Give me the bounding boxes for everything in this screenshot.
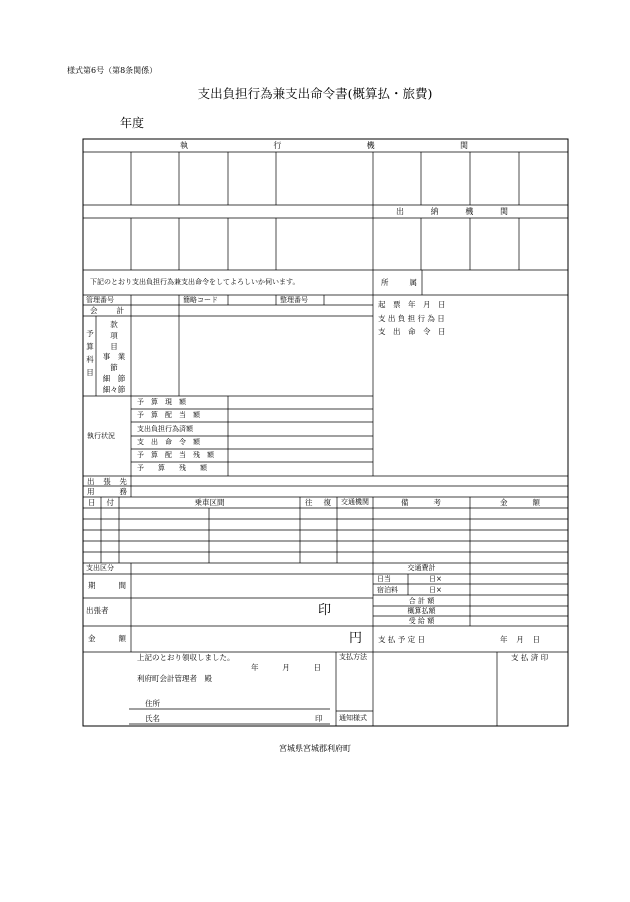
pay-method-label: 支払方法	[339, 653, 367, 661]
ymd-char: 日	[313, 663, 321, 672]
daily-allowance-label: 日当	[377, 575, 391, 583]
budget-item: 款	[110, 320, 118, 329]
receipt-ymd	[251, 664, 321, 672]
ymd-char: 年	[251, 663, 259, 672]
affiliation-char: 所	[381, 278, 389, 287]
pay-schedule-ymd	[500, 636, 540, 644]
remarks-col-char: 備	[401, 498, 409, 507]
ymd-char: 年	[500, 635, 508, 644]
budget-item: 細 節	[102, 373, 126, 383]
budget-item: 事 業	[102, 352, 126, 362]
budget-subject-char: 予	[86, 329, 94, 338]
trip-col-char: 復	[323, 498, 331, 507]
business-char: 務	[119, 487, 127, 496]
to-treasurer: 利府町会計管理者 殿	[137, 674, 212, 683]
budget-item: 目	[110, 341, 118, 351]
period-char: 間	[118, 581, 126, 590]
trip-col-header	[305, 499, 331, 507]
amount-col-char: 金	[500, 498, 508, 507]
destination-char: 出	[87, 477, 95, 486]
form-number: 様式第6号（第8条関係）	[67, 66, 158, 75]
account-label	[90, 307, 124, 315]
exec-agency-header	[180, 142, 468, 150]
account-char: 会	[90, 306, 98, 315]
date-col-char: 日	[88, 498, 96, 507]
ymd-char: 月	[282, 663, 290, 672]
commit-date-label: 支 出 負 担 行 為 日	[378, 314, 445, 323]
date-col-header	[88, 499, 114, 507]
municipality-footer: 宮城県宮城郡利府町	[279, 744, 351, 753]
remarks-col-char: 考	[433, 498, 441, 507]
transport-total-label: 交通費計	[407, 564, 436, 572]
ymd-char: 月	[516, 635, 524, 644]
budget-subject-char: 科	[86, 355, 94, 364]
destination-label	[87, 478, 127, 486]
amount-col-char: 額	[532, 498, 540, 507]
route-col-header: 乗車区間	[194, 498, 225, 507]
sum-total-label: 合 計 額	[408, 597, 435, 605]
exec-agency-char: 機	[366, 141, 375, 150]
transport-col-header: 交通機関	[341, 498, 369, 506]
budget-item: 細々節	[102, 384, 126, 394]
period-char: 期	[88, 581, 96, 590]
destination-char: 張	[103, 477, 111, 486]
status-allotted-remaining: 予 算 配 当 残 額	[137, 451, 214, 459]
fiscal-year-label: 年度	[120, 116, 145, 130]
trip-col-char: 往	[305, 498, 313, 507]
receipt-seal-mark: 印	[315, 714, 323, 723]
treasury-agency-header	[396, 208, 508, 216]
treasury-agency-char: 出	[396, 207, 404, 216]
date-col-char: 付	[106, 498, 114, 507]
received-label: 受 給 額	[408, 617, 435, 625]
account-char: 計	[116, 306, 124, 315]
mgmt-number-label: 管理番号	[86, 296, 114, 304]
lodging-label: 宿泊料	[377, 586, 398, 594]
budget-subject-label	[85, 327, 95, 379]
traveler-label: 出張者	[86, 606, 109, 615]
treasury-agency-char: 機	[465, 207, 474, 216]
budget-subject-char: 目	[86, 368, 94, 377]
status-ordered: 支 出 命 令 額	[137, 438, 200, 446]
treasury-agency-char: 関	[499, 207, 508, 216]
pay-schedule-label: 支 払 予 定 日	[378, 635, 426, 644]
lodging-days-x: 日×	[429, 586, 442, 594]
paid-stamp-label: 支 払 済 印	[511, 653, 549, 662]
amount-row-char: 額	[118, 634, 126, 643]
status-committed: 支出負担行為済額	[137, 425, 193, 433]
ref-number-label: 整理番号	[280, 296, 308, 304]
treasury-agency-char: 納	[430, 207, 439, 216]
amount-row-char: 金	[88, 634, 96, 643]
budget-item: 項	[110, 330, 118, 340]
exec-agency-char: 関	[459, 141, 468, 150]
daily-days-x: 日×	[429, 575, 442, 583]
status-budget-current: 予 算 現 額	[137, 398, 186, 406]
business-char: 用	[87, 487, 95, 496]
amount-row-label	[88, 635, 126, 643]
yen-mark: 円	[349, 631, 363, 646]
remarks-col-header	[401, 499, 441, 507]
budget-subject-char: 算	[86, 342, 94, 351]
destination-char: 先	[119, 477, 127, 486]
ymd-char: 日	[532, 635, 540, 644]
budget-items	[97, 320, 131, 396]
notice-form-label: 通知様式	[339, 714, 367, 722]
draft-date-label: 起 票 年 月 日	[378, 300, 446, 309]
document-title: 支出負担行為兼支出命令書(概算払・旅費)	[197, 86, 433, 101]
status-budget-allotted: 予 算 配 当 額	[137, 411, 200, 419]
budget-item: 節	[110, 363, 118, 373]
advance-paid-label: 概算払額	[407, 607, 436, 615]
name-label: 氏名	[145, 714, 160, 723]
period-label	[88, 582, 126, 590]
request-text: 下記のとおり支出負担行為兼支出命令をしてよろしいか伺います。	[90, 278, 300, 286]
amount-col-header	[500, 499, 540, 507]
traveler-seal-mark: 印	[318, 603, 332, 618]
abbrev-code-label: 簡略コード	[183, 296, 218, 304]
order-date-label: 支 出 命 令 日	[378, 327, 446, 336]
status-budget-remaining: 予 算 残 額	[137, 464, 207, 472]
affiliation-label	[381, 279, 417, 287]
exec-agency-char: 執	[180, 141, 188, 150]
payment-class-label: 支出区分	[86, 564, 114, 572]
affiliation-char: 属	[409, 278, 417, 287]
receipt-text: 上記のとおり領収しました。	[137, 653, 235, 662]
exec-status-label: 執行状況	[87, 432, 115, 440]
business-label	[87, 488, 127, 496]
exec-agency-char: 行	[273, 141, 282, 150]
address-label: 住所	[145, 699, 160, 708]
